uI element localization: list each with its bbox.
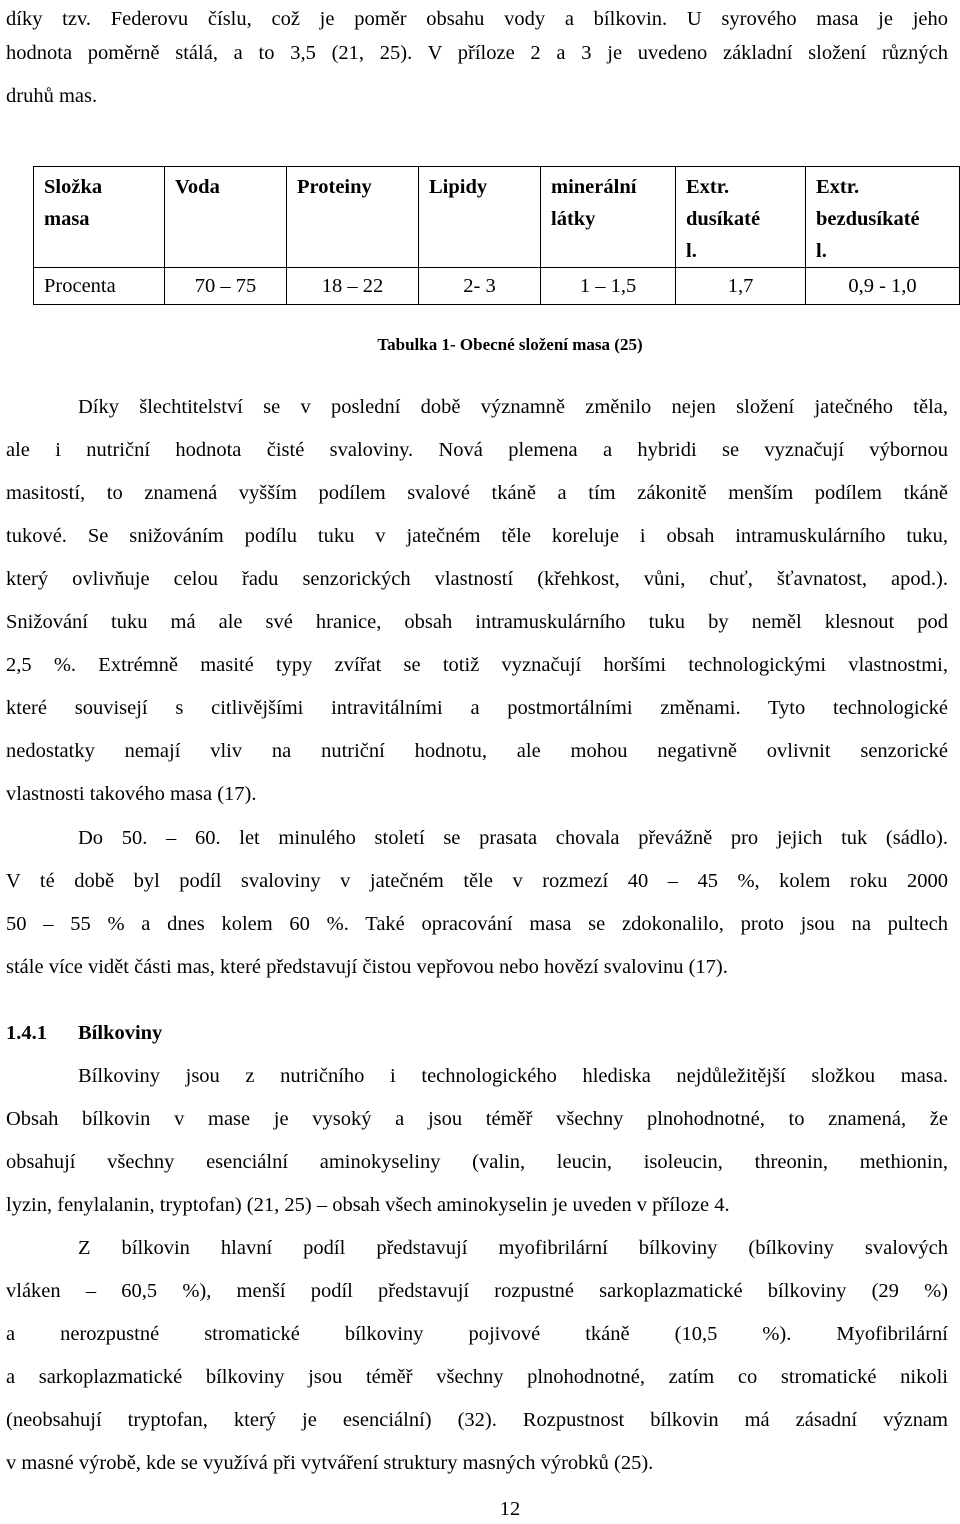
header-cell: Extr. bezdusíkaté l. <box>806 167 960 268</box>
para1-line: vlastnosti takového masa (17). <box>6 783 257 805</box>
para3-line: lyzin, fenylalanin, tryptofan) (21, 25) – obsah všech aminokyselin je uveden v příloze 4. <box>6 1194 730 1216</box>
para3-line: obsahují všechny esenciální aminokyseliny (valin, leucin, isoleucin, threonin, methionin, <box>6 1151 948 1173</box>
header-cell: Voda <box>165 167 287 268</box>
para1-line: masitostí, to znamená vyšším podílem svalové tkáně a tím zákonitě menším podílem tkáně <box>6 482 948 504</box>
para1-line: 2,5 %. Extrémně masité typy zvířat se totiž vyznačují horšími technologickými vlastnostmi, <box>6 654 948 676</box>
table-row <box>34 268 960 305</box>
table-cell: 0,9 - 1,0 <box>806 268 960 305</box>
intro-line-3: druhů mas. <box>6 85 98 107</box>
header-cell: Extr. dusíkaté l. <box>676 167 806 268</box>
header-cell: Složka masa <box>34 167 165 268</box>
para2-line: stále více vidět části mas, které představují čistou vepřovou nebo hovězí svalovinu (17). <box>6 956 728 978</box>
para2-line: V té době byl podíl svaloviny v jatečném těle v rozmezí 40 – 45 %, kolem roku 2000 <box>6 870 948 892</box>
intro-line-1: díky tzv. Federovu číslu, což je poměr obsahu vody a bílkovin. U syrového masa je jeho <box>6 8 948 30</box>
composition-table <box>33 166 960 305</box>
para4-line: a sarkoplazmatické bílkoviny jsou téměř všechny plnohodnotné, zatím co stromatické nikoli <box>6 1366 948 1388</box>
para4-line: vláken – 60,5 %), menší podíl představují rozpustné sarkoplazmatické bílkoviny (29 %) <box>6 1280 948 1302</box>
header-cell: minerální látky <box>541 167 676 268</box>
para1-line: které souvisejí s citlivějšími intravitálními a postmortálními změnami. Tyto technologické <box>6 697 948 719</box>
section-title: Bílkoviny <box>78 1022 163 1044</box>
table-caption: Tabulka 1- Obecné složení masa (25) <box>377 335 643 354</box>
para2-line: Do 50. – 60. let minulého století se prasata chovala převážně pro jejich tuk (sádlo). <box>78 827 948 849</box>
para1-line: Díky šlechtitelství se v poslední době významně změnilo nejen složení jatečného těla, <box>78 396 948 418</box>
para1-line: ale i nutriční hodnota čisté svaloviny. Nová plemena a hybridi se vyznačují výbornou <box>6 439 948 461</box>
para1-line: Snižování tuku má ale své hranice, obsah intramuskulárního tuku by neměl klesnout pod <box>6 611 948 633</box>
para1-line: který ovlivňuje celou řadu senzorických vlastností (křehkost, vůni, chuť, šťavnatost, apod.). <box>6 568 948 590</box>
section-heading <box>6 1012 162 1055</box>
header-cell: Proteiny <box>287 167 419 268</box>
para3-line: Obsah bílkovin v mase je vysoký a jsou téměř všechny plnohodnotné, to znamená, že <box>6 1108 948 1130</box>
intro-line-2: hodnota poměrně stálá, a to 3,5 (21, 25). V příloze 2 a 3 je uvedeno základní složení různých <box>6 42 948 64</box>
table-cell: 70 – 75 <box>165 268 287 305</box>
para3-line: Bílkoviny jsou z nutričního i technologického hlediska nejdůležitější složkou masa. <box>78 1065 948 1087</box>
table-cell: 18 – 22 <box>287 268 419 305</box>
para4-line: v masné výrobě, kde se využívá při vytváření struktury masných výrobků (25). <box>6 1452 654 1474</box>
table-cell: 1,7 <box>676 268 806 305</box>
table-cell: Procenta <box>34 268 165 305</box>
table-header-row <box>34 167 960 268</box>
header-cell: Lipidy <box>419 167 541 268</box>
para4-line: Z bílkovin hlavní podíl představují myofibrilární bílkoviny (bílkoviny svalových <box>78 1237 948 1259</box>
section-number: 1.4.1 <box>6 1022 47 1044</box>
para2-line: 50 – 55 % a dnes kolem 60 %. Také opracování masa se zdokonalilo, proto jsou na pultech <box>6 913 948 935</box>
para4-line: a nerozpustné stromatické bílkoviny pojivové tkáně (10,5 %). Myofibrilární <box>6 1323 948 1345</box>
para1-line: tukové. Se snižováním podílu tuku v jatečném těle koreluje i obsah intramuskulárního tuku, <box>6 525 948 547</box>
table-cell: 2- 3 <box>419 268 541 305</box>
para1-line: nedostatky nemají vliv na nutriční hodnotu, ale mohou negativně ovlivnit senzorické <box>6 740 948 762</box>
page-number: 12 <box>499 1498 521 1520</box>
para4-line: (neobsahují tryptofan, který je esenciální) (32). Rozpustnost bílkovin má zásadní význam <box>6 1409 948 1431</box>
table-cell: 1 – 1,5 <box>541 268 676 305</box>
